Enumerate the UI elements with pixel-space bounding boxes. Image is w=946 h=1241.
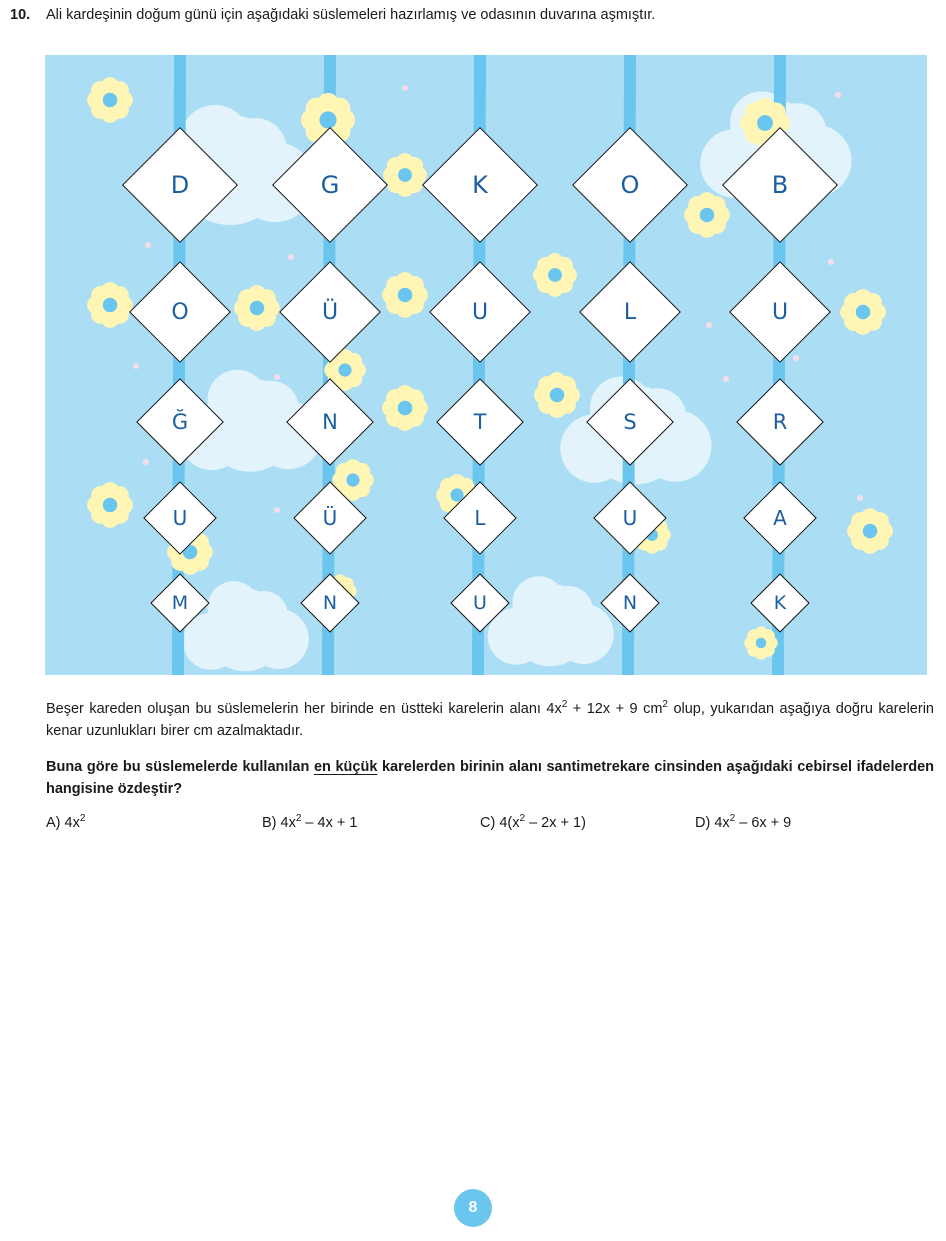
flower-icon	[87, 282, 133, 328]
problem-paragraph: Beşer kareden oluşan bu süslemelerin her birinde en üstteki karelerin alanı $4x^2 + 12x + 9$ $cm^2$ olup, yukarıdan aşağıya doğru karelerin kenar uzunlukları birer cm azalmaktadır.	[46, 699, 934, 739]
tile-letter: L	[623, 299, 637, 325]
tile-letter: N	[322, 592, 338, 614]
tile-letter: Ü	[321, 299, 339, 325]
flower-icon	[533, 253, 577, 297]
flower-icon	[234, 285, 280, 331]
question-prompt: Buna göre bu süslemelerde kullanılan en küçük karelerden birinin alanı santimetrekare cinsinden aşağıdaki cebirsel ifadelerden hangisine özdeştir?	[46, 759, 934, 797]
tile-letter: T	[473, 410, 487, 434]
question-header	[10, 6, 930, 24]
confetti-dot	[274, 507, 280, 513]
letter-tile	[599, 391, 661, 453]
tile-letter: K	[773, 592, 787, 614]
option-d[interactable]: D) $4x^2 - 6x + 9$	[695, 813, 792, 831]
confetti-dot	[723, 376, 729, 382]
tile-letter: B	[771, 171, 789, 199]
tile-letter: S	[623, 410, 637, 434]
flower-icon	[87, 77, 133, 123]
tile-letter: G	[320, 171, 340, 199]
confetti-dot	[288, 254, 294, 260]
tile-letter: A	[773, 506, 787, 530]
letter-tile	[609, 582, 651, 624]
tile-letter: U	[172, 506, 188, 530]
letter-tile	[454, 492, 506, 544]
letter-tile	[299, 391, 361, 453]
tile-letter: Ü	[322, 506, 338, 530]
flower-icon	[744, 626, 777, 659]
letter-tile	[144, 276, 216, 348]
confetti-dot	[828, 259, 834, 265]
flower-icon	[534, 372, 580, 418]
confetti-dot	[835, 92, 841, 98]
tile-letter: U	[771, 299, 789, 325]
option-b[interactable]: B) $4x^2 - 4x + 1$	[262, 813, 358, 831]
letter-tile	[149, 391, 211, 453]
answer-options	[46, 815, 934, 839]
tile-letter: D	[170, 171, 190, 199]
letter-tile	[444, 276, 516, 348]
tile-letter: Ğ	[171, 410, 189, 434]
tile-letter: L	[474, 506, 486, 530]
tile-letter: N	[622, 592, 638, 614]
underlined-phrase: en küçük	[313, 759, 378, 775]
confetti-dot	[133, 363, 139, 369]
letter-tile	[739, 144, 821, 226]
letter-tile	[304, 492, 356, 544]
confetti-dot	[857, 495, 863, 501]
letter-tile	[749, 391, 811, 453]
question-number: 10.	[10, 7, 31, 23]
tile-letter: N	[322, 410, 338, 434]
question-text: Ali kardeşinin doğum günü için aşağıdaki süslemeleri hazırlamış ve odasının duvarına aşmıştır.	[46, 7, 656, 23]
tile-letter: U	[473, 592, 487, 614]
tile-letter: O	[171, 299, 189, 325]
flower-icon	[684, 192, 730, 238]
confetti-dot	[402, 85, 408, 91]
flower-icon	[382, 272, 428, 318]
letter-tile	[139, 144, 221, 226]
flower-icon	[840, 289, 886, 335]
confetti-dot	[706, 322, 712, 328]
letter-tile	[759, 582, 801, 624]
confetti-dot	[793, 355, 799, 361]
cloud	[488, 576, 614, 666]
confetti-dot	[274, 374, 280, 380]
letter-tile	[604, 492, 656, 544]
letter-tile	[154, 492, 206, 544]
tile-letter: U	[471, 299, 489, 325]
letter-tile	[309, 582, 351, 624]
letter-tile	[744, 276, 816, 348]
tile-letter: M	[171, 592, 189, 614]
letter-tile	[289, 144, 371, 226]
tile-letter: R	[772, 410, 788, 434]
letter-tile	[754, 492, 806, 544]
flower-icon	[87, 482, 133, 528]
option-a[interactable]: A) $4x^2$	[46, 813, 86, 831]
letter-tile	[594, 276, 666, 348]
page-number-badge: 8	[454, 1189, 492, 1227]
flower-icon	[383, 153, 427, 197]
confetti-dot	[145, 242, 151, 248]
flower-icon	[847, 508, 893, 554]
letter-tile	[439, 144, 521, 226]
decoration-illustration	[45, 55, 927, 675]
flower-icon	[382, 385, 428, 431]
letter-tile	[159, 582, 201, 624]
letter-tile	[459, 582, 501, 624]
letter-tile	[449, 391, 511, 453]
tile-letter: O	[620, 171, 640, 199]
letter-tile	[589, 144, 671, 226]
tile-letter: K	[472, 171, 488, 199]
option-c[interactable]: C) $4(x^2 - 2x + 1)$	[480, 813, 586, 831]
confetti-dot	[143, 459, 149, 465]
letter-tile	[294, 276, 366, 348]
tile-letter: U	[622, 506, 638, 530]
